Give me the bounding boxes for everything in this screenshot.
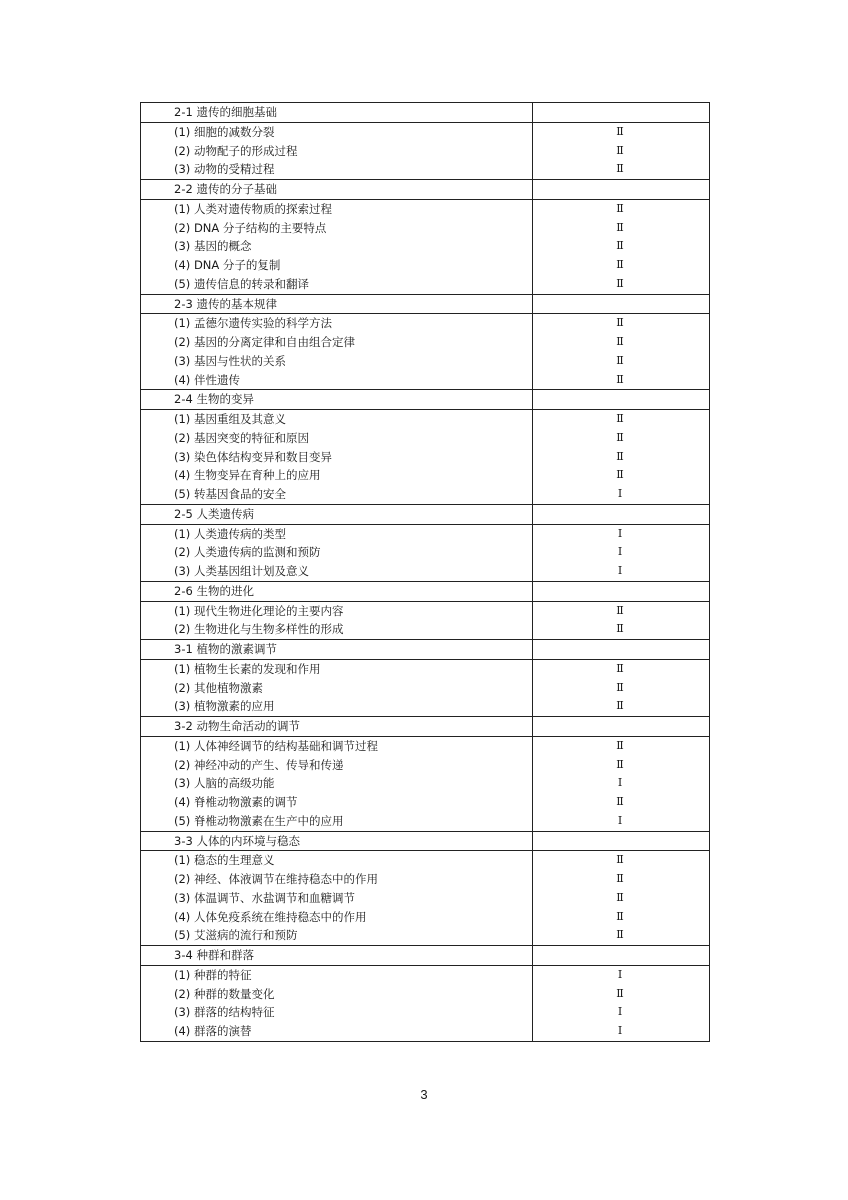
item-level-cell bbox=[533, 429, 710, 448]
item-level: Ⅱ bbox=[616, 143, 624, 157]
item-level-cell bbox=[533, 908, 710, 927]
item-level: Ⅱ bbox=[616, 124, 624, 138]
item-text: (4) 伴性遗传 bbox=[141, 371, 533, 390]
item-text: (3) 动物的受精过程 bbox=[141, 160, 533, 179]
item-text: (1) 植物生长素的发现和作用 bbox=[141, 659, 533, 678]
item-text: (2) 其他植物激素 bbox=[141, 679, 533, 698]
item-level-cell bbox=[533, 1003, 710, 1022]
item-text: (1) 基因重组及其意义 bbox=[141, 410, 533, 429]
item-level: Ⅱ bbox=[616, 468, 624, 482]
table-row bbox=[141, 543, 710, 562]
item-level-cell bbox=[533, 142, 710, 161]
item-level: Ⅱ bbox=[616, 699, 624, 713]
syllabus-table bbox=[140, 102, 710, 1042]
table-row bbox=[141, 429, 710, 448]
table-row bbox=[141, 485, 710, 504]
item-level-cell bbox=[533, 965, 710, 984]
item-text: (1) 种群的特征 bbox=[141, 965, 533, 984]
section-level-cell bbox=[533, 717, 710, 737]
item-text: (4) DNA 分子的复制 bbox=[141, 256, 533, 275]
item-level-cell bbox=[533, 122, 710, 141]
section-title: 3-2 动物生命活动的调节 bbox=[141, 717, 533, 737]
item-level: Ⅱ bbox=[616, 276, 624, 290]
item-text: (5) 脊椎动物激素在生产中的应用 bbox=[141, 812, 533, 831]
item-level: Ⅱ bbox=[616, 335, 624, 348]
table-row bbox=[141, 659, 710, 678]
item-level-cell bbox=[533, 1022, 710, 1041]
table-row bbox=[141, 889, 710, 908]
item-level-cell bbox=[533, 756, 710, 775]
item-text: (2) 基因突变的特征和原因 bbox=[141, 429, 533, 448]
item-text: (1) 孟德尔遗传实验的科学方法 bbox=[141, 314, 533, 333]
item-text: (3) 基因的概念 bbox=[141, 237, 533, 256]
table-row bbox=[141, 793, 710, 812]
item-text: (5) 转基因食品的安全 bbox=[141, 485, 533, 504]
item-level-cell bbox=[533, 466, 710, 485]
section-title: 3-4 种群和群落 bbox=[141, 946, 533, 966]
item-level-cell bbox=[533, 485, 710, 504]
item-text: (2) 人类遗传病的监测和预防 bbox=[141, 543, 533, 562]
item-level-cell bbox=[533, 410, 710, 429]
table-row bbox=[141, 142, 710, 161]
item-level: Ⅰ bbox=[617, 526, 623, 540]
section-title: 3-1 植物的激素调节 bbox=[141, 640, 533, 660]
item-level: Ⅱ bbox=[616, 680, 624, 694]
item-text: (4) 群落的演替 bbox=[141, 1022, 533, 1041]
table-row bbox=[141, 774, 710, 793]
section-level-cell bbox=[533, 504, 710, 524]
section-level-cell bbox=[533, 390, 710, 410]
item-level-cell bbox=[533, 812, 710, 831]
table-row bbox=[141, 160, 710, 179]
section-title: 2-2 遗传的分子基础 bbox=[141, 180, 533, 200]
table-row bbox=[141, 314, 710, 333]
item-text: (2) 神经、体液调节在维持稳态中的作用 bbox=[141, 870, 533, 889]
item-level-cell bbox=[533, 314, 710, 333]
table-row bbox=[141, 466, 710, 485]
table-row bbox=[141, 122, 710, 141]
item-level-cell bbox=[533, 352, 710, 371]
item-text: (1) 现代生物进化理论的主要内容 bbox=[141, 601, 533, 620]
item-text: (2) 基因的分离定律和自由组合定律 bbox=[141, 333, 533, 352]
item-text: (2) 神经冲动的产生、传导和传递 bbox=[141, 756, 533, 775]
item-level: Ⅱ bbox=[616, 890, 624, 904]
section-title: 2-6 生物的进化 bbox=[141, 581, 533, 601]
item-level: Ⅱ bbox=[616, 430, 624, 444]
item-text: (2) 动物配子的形成过程 bbox=[141, 142, 533, 161]
table-row bbox=[141, 524, 710, 543]
item-text: (4) 生物变异在育种上的应用 bbox=[141, 466, 533, 485]
item-level: Ⅱ bbox=[616, 449, 624, 463]
section-header-row bbox=[141, 103, 710, 123]
section-title: 2-5 人类遗传病 bbox=[141, 504, 533, 524]
item-text: (2) 种群的数量变化 bbox=[141, 985, 533, 1004]
item-level-cell bbox=[533, 679, 710, 698]
item-text: (1) 细胞的减数分裂 bbox=[141, 122, 533, 141]
item-level: Ⅱ bbox=[616, 353, 624, 367]
item-text: (3) 人类基因组计划及意义 bbox=[141, 562, 533, 581]
table-row bbox=[141, 410, 710, 429]
item-level: Ⅱ bbox=[616, 372, 624, 386]
item-level: Ⅱ bbox=[616, 757, 624, 771]
item-level: Ⅱ bbox=[616, 986, 624, 1000]
item-level-cell bbox=[533, 985, 710, 1004]
item-text: (3) 植物激素的应用 bbox=[141, 697, 533, 716]
item-level-cell bbox=[533, 371, 710, 390]
item-level-cell bbox=[533, 697, 710, 716]
item-level: Ⅱ bbox=[616, 258, 624, 271]
section-header-row bbox=[141, 180, 710, 200]
item-text: (3) 染色体结构变异和数目变异 bbox=[141, 448, 533, 467]
item-level-cell bbox=[533, 793, 710, 812]
table-row bbox=[141, 965, 710, 984]
item-text: (4) 脊椎动物激素的调节 bbox=[141, 793, 533, 812]
item-level-cell bbox=[533, 256, 710, 275]
item-text: (1) 人类遗传病的类型 bbox=[141, 524, 533, 543]
item-text: (3) 体温调节、水盐调节和血糖调节 bbox=[141, 889, 533, 908]
section-level-cell bbox=[533, 640, 710, 660]
section-title: 2-3 遗传的基本规律 bbox=[141, 294, 533, 314]
item-level: Ⅱ bbox=[616, 316, 624, 330]
table-row bbox=[141, 908, 710, 927]
item-level-cell bbox=[533, 926, 710, 945]
section-level-cell bbox=[533, 103, 710, 123]
table-row bbox=[141, 601, 710, 620]
table-row bbox=[141, 199, 710, 218]
item-level-cell bbox=[533, 736, 710, 755]
section-header-row bbox=[141, 390, 710, 410]
table-row bbox=[141, 620, 710, 639]
item-level: Ⅱ bbox=[616, 853, 624, 867]
section-header-row bbox=[141, 504, 710, 524]
item-level: Ⅰ bbox=[617, 564, 623, 577]
page-number: 3 bbox=[420, 1087, 428, 1102]
item-level: Ⅱ bbox=[616, 162, 624, 176]
item-text: (1) 人类对遗传物质的探索过程 bbox=[141, 199, 533, 218]
table-row bbox=[141, 679, 710, 698]
section-header-row bbox=[141, 640, 710, 660]
item-level-cell bbox=[533, 774, 710, 793]
table-row bbox=[141, 756, 710, 775]
item-text: (4) 人体免疫系统在维持稳态中的作用 bbox=[141, 908, 533, 927]
table-row bbox=[141, 219, 710, 238]
item-level-cell bbox=[533, 219, 710, 238]
item-text: (2) DNA 分子结构的主要特点 bbox=[141, 219, 533, 238]
item-level: Ⅰ bbox=[617, 813, 623, 827]
section-header-row bbox=[141, 717, 710, 737]
table-row bbox=[141, 736, 710, 755]
item-level-cell bbox=[533, 620, 710, 639]
item-level-cell bbox=[533, 659, 710, 678]
item-level: Ⅱ bbox=[616, 239, 624, 253]
item-text: (1) 稳态的生理意义 bbox=[141, 851, 533, 870]
item-level: Ⅱ bbox=[616, 622, 624, 636]
section-title: 2-4 生物的变异 bbox=[141, 390, 533, 410]
section-level-cell bbox=[533, 946, 710, 966]
item-level: Ⅱ bbox=[616, 928, 624, 942]
item-level: Ⅱ bbox=[616, 603, 624, 617]
table-row bbox=[141, 697, 710, 716]
item-level-cell bbox=[533, 448, 710, 467]
table-row bbox=[141, 851, 710, 870]
item-level: Ⅱ bbox=[616, 795, 624, 808]
item-level: Ⅰ bbox=[617, 776, 623, 790]
table-row bbox=[141, 562, 710, 581]
section-header-row bbox=[141, 581, 710, 601]
item-level-cell bbox=[533, 562, 710, 581]
table-row bbox=[141, 1022, 710, 1041]
section-level-cell bbox=[533, 294, 710, 314]
item-level-cell bbox=[533, 333, 710, 352]
item-level-cell bbox=[533, 237, 710, 256]
section-level-cell bbox=[533, 180, 710, 200]
section-header-row bbox=[141, 946, 710, 966]
section-header-row bbox=[141, 294, 710, 314]
item-level: Ⅱ bbox=[616, 872, 624, 885]
table-row bbox=[141, 812, 710, 831]
item-level-cell bbox=[533, 160, 710, 179]
item-level: Ⅱ bbox=[616, 201, 624, 215]
item-text: (3) 人脑的高级功能 bbox=[141, 774, 533, 793]
item-level-cell bbox=[533, 851, 710, 870]
item-level: Ⅰ bbox=[617, 1024, 623, 1037]
item-level: Ⅰ bbox=[617, 967, 623, 981]
section-title: 3-3 人体的内环境与稳态 bbox=[141, 831, 533, 851]
syllabus-table-body bbox=[141, 103, 710, 1042]
table-row bbox=[141, 256, 710, 275]
section-level-cell bbox=[533, 581, 710, 601]
item-text: (3) 群落的结构特征 bbox=[141, 1003, 533, 1022]
item-level-cell bbox=[533, 199, 710, 218]
table-row bbox=[141, 985, 710, 1004]
item-text: (1) 人体神经调节的结构基础和调节过程 bbox=[141, 736, 533, 755]
item-level: Ⅰ bbox=[617, 545, 623, 559]
item-text: (3) 基因与性状的关系 bbox=[141, 352, 533, 371]
table-row bbox=[141, 926, 710, 945]
item-level-cell bbox=[533, 601, 710, 620]
item-text: (2) 生物进化与生物多样性的形成 bbox=[141, 620, 533, 639]
table-row bbox=[141, 237, 710, 256]
item-level: Ⅰ bbox=[617, 1005, 623, 1019]
item-text: (5) 遗传信息的转录和翻译 bbox=[141, 275, 533, 294]
item-level-cell bbox=[533, 889, 710, 908]
item-level: Ⅰ bbox=[617, 487, 623, 500]
item-level: Ⅱ bbox=[616, 909, 624, 923]
item-level: Ⅱ bbox=[616, 661, 624, 675]
item-level: Ⅱ bbox=[616, 412, 624, 425]
table-row bbox=[141, 870, 710, 889]
section-header-row bbox=[141, 831, 710, 851]
item-level-cell bbox=[533, 275, 710, 294]
table-row bbox=[141, 448, 710, 467]
item-level: Ⅱ bbox=[616, 220, 624, 234]
item-level-cell bbox=[533, 524, 710, 543]
item-level-cell bbox=[533, 543, 710, 562]
table-row bbox=[141, 352, 710, 371]
item-level-cell bbox=[533, 870, 710, 889]
table-row bbox=[141, 333, 710, 352]
section-title: 2-1 遗传的细胞基础 bbox=[141, 103, 533, 123]
item-text: (5) 艾滋病的流行和预防 bbox=[141, 926, 533, 945]
item-level: Ⅱ bbox=[616, 738, 624, 752]
section-level-cell bbox=[533, 831, 710, 851]
table-row bbox=[141, 1003, 710, 1022]
table-row bbox=[141, 371, 710, 390]
table-row bbox=[141, 275, 710, 294]
